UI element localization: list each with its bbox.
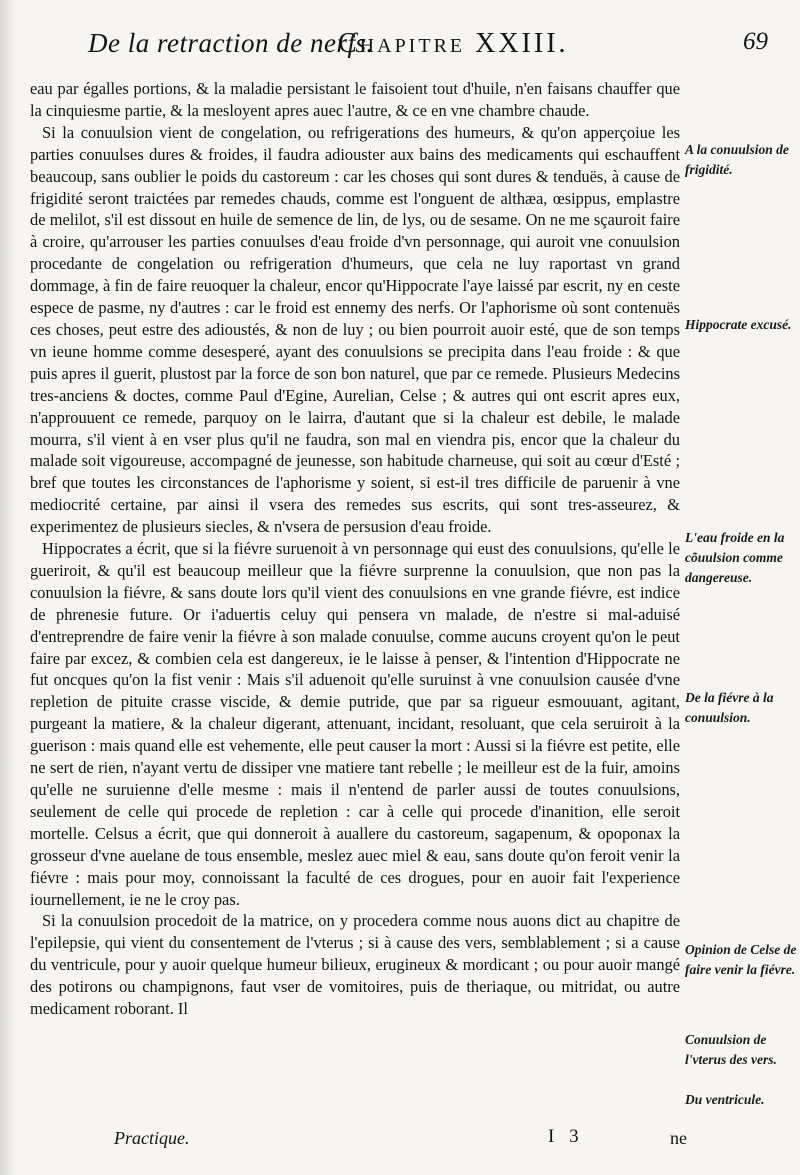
margin-note-frigidite: A la conuulsion de frigidité.: [685, 142, 789, 177]
margin-note-hippocrate: Hippocrate excusé.: [685, 317, 792, 332]
page-footer: [60, 1124, 700, 1154]
chapter-heading: Chapitre XXIII.: [338, 28, 569, 59]
paragraph-congelation: Si la conuulsion vient de congelation, ou refrigerations des humeurs, & qu'on apperçoiue les parties conuulses dures & froides, il faudra adiouster aux bains des medicaments qui eschauffent beaucoup, sans oublier le poids du castoreum : car les choses qui sont dures & tenduës, à cause de frigidité seront traictées par remedes chauds, comme est l'onguent de althæa, œsippus, emplastre de melilot, s'il est dissout en huile de semence de lin, de lys, ou de sesame. On ne me sçauroit faire à croire, qu'arrouser les parties conuulses d'eau froide d'vn personnage, qui auroit vne conuulsion procedante de congelation ou refrigeration d'humeurs, que cela ne luy raportast vn grand dommage, à fin de faire reuoquer la chaleur, encor qu'Hippocrate l'aye laissé par escrit, ny en ceste espece de pasme, ny d'autres : car le froid est ennemy des nerfs. Or l'aphorisme où sont contenuës ces choses, peut estre des adioustés, & non de luy ; ou bien pourroit auoir esté, que de son temps vn ieune homme comme desesperé, ayant des conuulsions se precipita dans l'eau froide : & que puis apres il guerit, plustost par la force de son bon naturel, que par ce remede. Plusieurs Medecins tres-anciens & doctes, comme Paul d'Egine, Aurelian, Celse ; & autres qui ont escrit apres eux, n'approuuent ce remede, parquoy on le lairra, d'autant que si la chaleur est debile, le malade mourra, s'il vient à en vser plus qu'il ne faudra, son mal en viendra pis, encor que la chaleur du malade soit vigoureuse, accompagné de jeunesse, son habitude charneuse, qui soit au cœur d'Esté ; bref que toutes les circonstances de l'aphorisme y soient, si est-il tres difficile de paruenir à vne mediocrité certaine, par ainsi il vsera des remedes sus escrits, qui sont tres-asseurez, & experimentez de plusieurs siecles, & n'vsera de persusion d'eau froide.: [30, 122, 680, 537]
main-text-block: [30, 78, 680, 1020]
margin-note-fievre: De la fiévre à la conuulsion.: [685, 690, 774, 725]
page-number: 69: [743, 28, 768, 55]
signature-line: Practique.: [114, 1128, 190, 1148]
signature-mark: I 3: [548, 1126, 584, 1147]
paragraph-continuation: eau par égalles portions, & la maladie persistant le faisoient tout d'huile, n'en faisans chauffer que la cinquiesme partie, & la mesloyent apres auec l'autre, & ce en vne chambre chaude.: [30, 79, 680, 120]
margin-note-vterus: Conuulsion de l'vterus des vers.: [685, 1032, 777, 1067]
running-title: De la retraction de nerfs.: [88, 28, 374, 58]
margin-note-eau-froide: L'eau froide en la cõuulsion comme dangereuse.: [685, 530, 785, 585]
page-header: [88, 20, 768, 72]
page-gutter-shadow: [0, 0, 16, 1175]
margin-note-celse: Opinion de Celse de faire venir la fiévre.: [685, 942, 797, 977]
paragraph-hippocrates: Hippocrates a écrit, que si la fiévre suruenoit à vn personnage qui eust des conuulsions, qu'elle le gueriroit, & qu'il est beaucoup meilleur que la fiévre surprenne la conuulsion, que non pas la conuulsion la fiévre, & sans doute lors qu'il vient des conuulsions en vne grande fiévre, est indice de phrenesie future. Or i'aduertis celuy qui pensera vn malade, de n'estre si mal-aduisé d'entreprendre de faire venir la fiévre à son malade conuulse, comme aucuns croyent qu'on le peut faire par excez, & combien cela est dangereux, ie le laisse à penser, & l'intention d'Hippocrate ne fut oncques qu'on la fist venir : Mais s'il aduenoit qu'elle suruinst à vne conuulsion causée d'vne repletion de pituite crasse viscide, & demie putride, que par sa rigueur esmouuant, agitant, purgeant la matiere, & la chaleur digerant, attenuant, incidant, resoluant, que cela seruiroit à la guerison : mais quand elle est vehemente, elle peut causer la mort : Aussi si la fiévre est petite, elle ne sert de rien, n'ayant vertu de dissiper vne matiere tant rebelle ; le meilleur est de la fuir, amoins qu'elle ne suruienne d'elle mesme : mais il n'entend de parler aussi de toutes conuulsions, seulement de celle qui procede de repletion : car à celle qui procede d'inanition, elle seroit mortelle. Celsus a écrit, que qui donneroit à auallere du castoreum, sagapenum, & opoponax la grosseur d'vne auelane de tous ensemble, meslez auec miel & eau, sans doute qu'on feroit venir la fiévre : mais pour moy, connoissant la faculté de ces drogues, pour en auoir fait l'experience iournellement, ie ne le croy pas.: [30, 539, 680, 909]
catchword: ne: [670, 1128, 687, 1148]
paragraph-matrice: Si la conuulsion procedoit de la matrice, on y procedera comme nous auons dict au chapitre de l'epilepsie, qui vient du consentement de l'vterus ; si à cause des vers, semblablement ; si a cause du ventricule, pour y auoir quelque humeur bilieux, erugineux & mordicant ; ou pour auoir mangé des potirons ou champignons, faut vser de vomitoires, puis de theriaque, ou mitridat, ou autre medicament roborant. Il: [30, 911, 680, 1019]
margin-note-ventricule: Du ventricule.: [685, 1092, 765, 1107]
